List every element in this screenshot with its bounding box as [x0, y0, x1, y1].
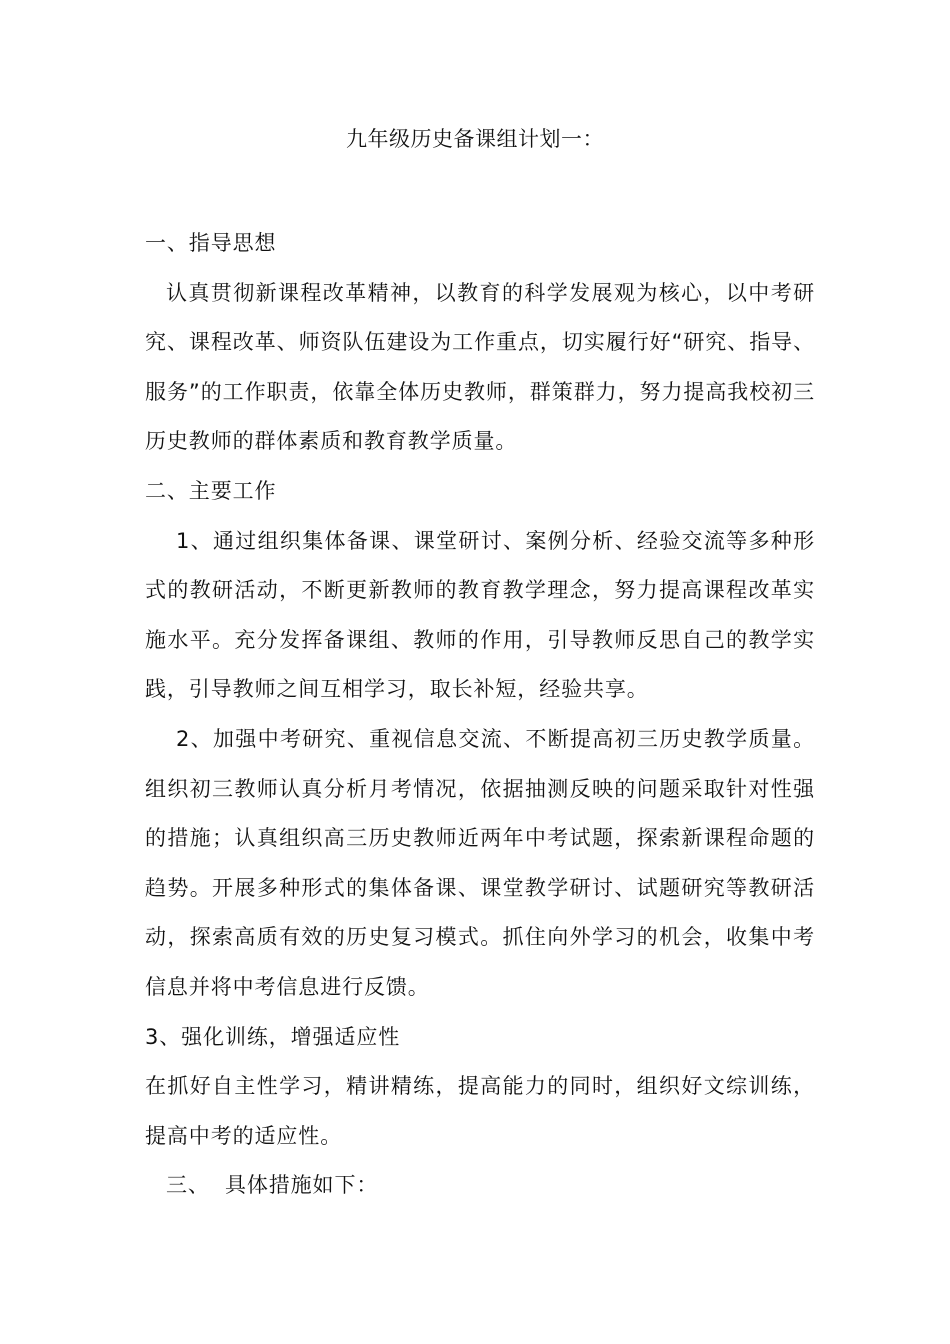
document-title: 九年级历史备课组计划一： [346, 127, 604, 151]
section-heading-measures: 三、 具体措施如下： [166, 1173, 379, 1198]
paragraph-work-item-1: 1、通过组织集体备课、课堂研讨、案例分析、经验交流等多种形式的教研活动，不断更新教师的教育教学理念，努力提高课程改革实施水平。充分发挥备课组、教师的作用，引导教师反思自己的教学实践，引导教师之间互相学习，取长补短，经验共享。 [145, 528, 815, 702]
subheading-work-item-3: 3、强化训练，增强适应性 [145, 1024, 401, 1049]
section-heading-main-work: 二、主要工作 [145, 478, 277, 503]
paragraph-work-item-2: 2、加强中考研究、重视信息交流、不断提高初三历史教学质量。组织初三教师认真分析月考情况，依据抽测反映的问题采取针对性强的措施；认真组织高三历史教师近两年中考试题，探索新课程命题的趋势。开展多种形式的集体备课、课堂教学研讨、试题研究等教研活动，探索高质有效的历史复习模式。抓住向外学习的机会，收集中考信息并将中考信息进行反馈。 [145, 726, 815, 999]
paragraph-guiding-thought: 认真贯彻新课程改革精神，以教育的科学发展观为核心，以中考研究、课程改革、师资队伍建设为工作重点，切实履行好“研究、指导、服务”的工作职责，依靠全体历史教师，群策群力，努力提高我校初三历史教师的群体素质和教育教学质量。 [145, 280, 815, 454]
paragraph-work-item-3: 在抓好自主性学习，精讲精练，提高能力的同时，组织好文综训练，提高中考的适应性。 [145, 1074, 815, 1148]
section-heading-guiding-thought: 一、指导思想 [145, 231, 277, 255]
document-body [145, 219, 815, 1211]
